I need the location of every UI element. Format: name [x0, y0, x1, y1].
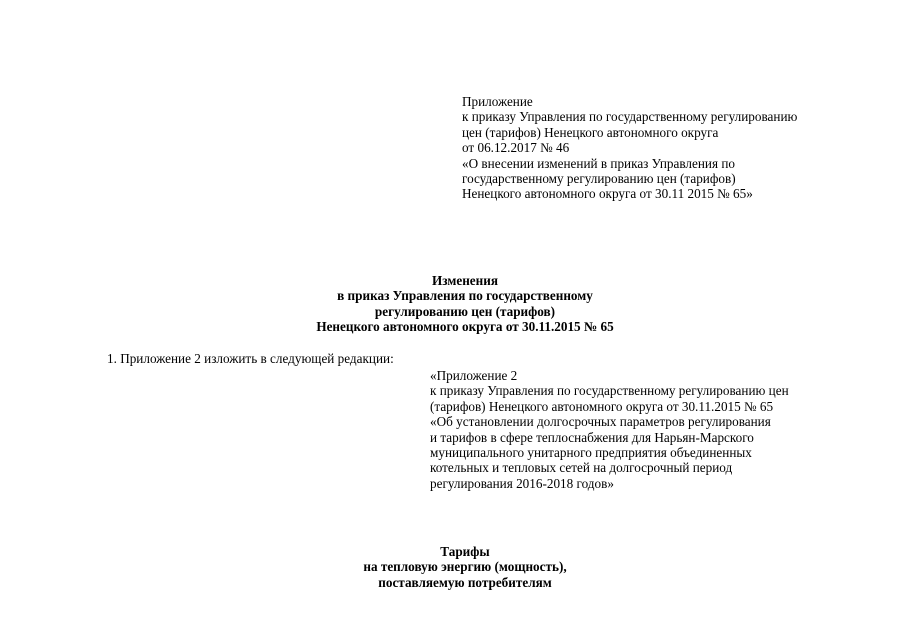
- tariffs-title-line: на тепловую энергию (мощность),: [363, 559, 567, 575]
- changes-title-line: в приказ Управления по государственному: [337, 288, 593, 304]
- tariffs-title-line: Тарифы: [440, 544, 490, 559]
- quoted-appendix: [430, 368, 789, 491]
- quoted-appendix-line: «Приложение 2: [430, 368, 518, 383]
- appendix-header: [462, 94, 797, 202]
- tariffs-title: [0, 544, 900, 590]
- item-1-paragraph: [107, 351, 394, 366]
- appendix-header-line: от 06.12.2017 № 46: [462, 140, 570, 156]
- quoted-appendix-line: «Об установлении долгосрочных параметров регулирования: [430, 414, 771, 430]
- quoted-appendix-line: котельных и тепловых сетей на долгосрочный период: [430, 460, 733, 476]
- changes-title-line: Изменения: [432, 273, 498, 288]
- quoted-appendix-line: и тарифов в сфере теплоснабжения для Нарьян-Марского: [430, 429, 754, 445]
- changes-title: [0, 273, 900, 335]
- changes-title-line: регулированию цен (тарифов): [374, 303, 556, 319]
- tariffs-title-line: поставляемую потребителям: [378, 574, 552, 590]
- quoted-appendix-line: регулирования 2016-2018 годов»: [430, 475, 614, 491]
- appendix-header-line: Ненецкого автономного округа от 30.11 2015 № 65»: [462, 186, 753, 202]
- quoted-appendix-line: к приказу Управления по государственному регулированию цен: [430, 383, 789, 399]
- quoted-appendix-line: (тарифов) Ненецкого автономного округа от 30.11.2015 № 65: [430, 398, 774, 414]
- appendix-header-line: к приказу Управления по государственному регулированию: [462, 109, 798, 125]
- appendix-header-line: «О внесении изменений в приказ Управления по: [462, 155, 735, 171]
- appendix-header-line: Приложение: [462, 94, 533, 109]
- quoted-appendix-line: муниципального унитарного предприятия объединенных: [430, 445, 752, 461]
- item-1-text: 1. Приложение 2 изложить в следующей редакции:: [107, 351, 394, 366]
- appendix-header-line: цен (тарифов) Ненецкого автономного округа: [462, 124, 719, 140]
- appendix-header-line: государственному регулированию цен (тарифов): [462, 171, 736, 187]
- changes-title-line: Ненецкого автономного округа от 30.11.2015 № 65: [316, 319, 614, 335]
